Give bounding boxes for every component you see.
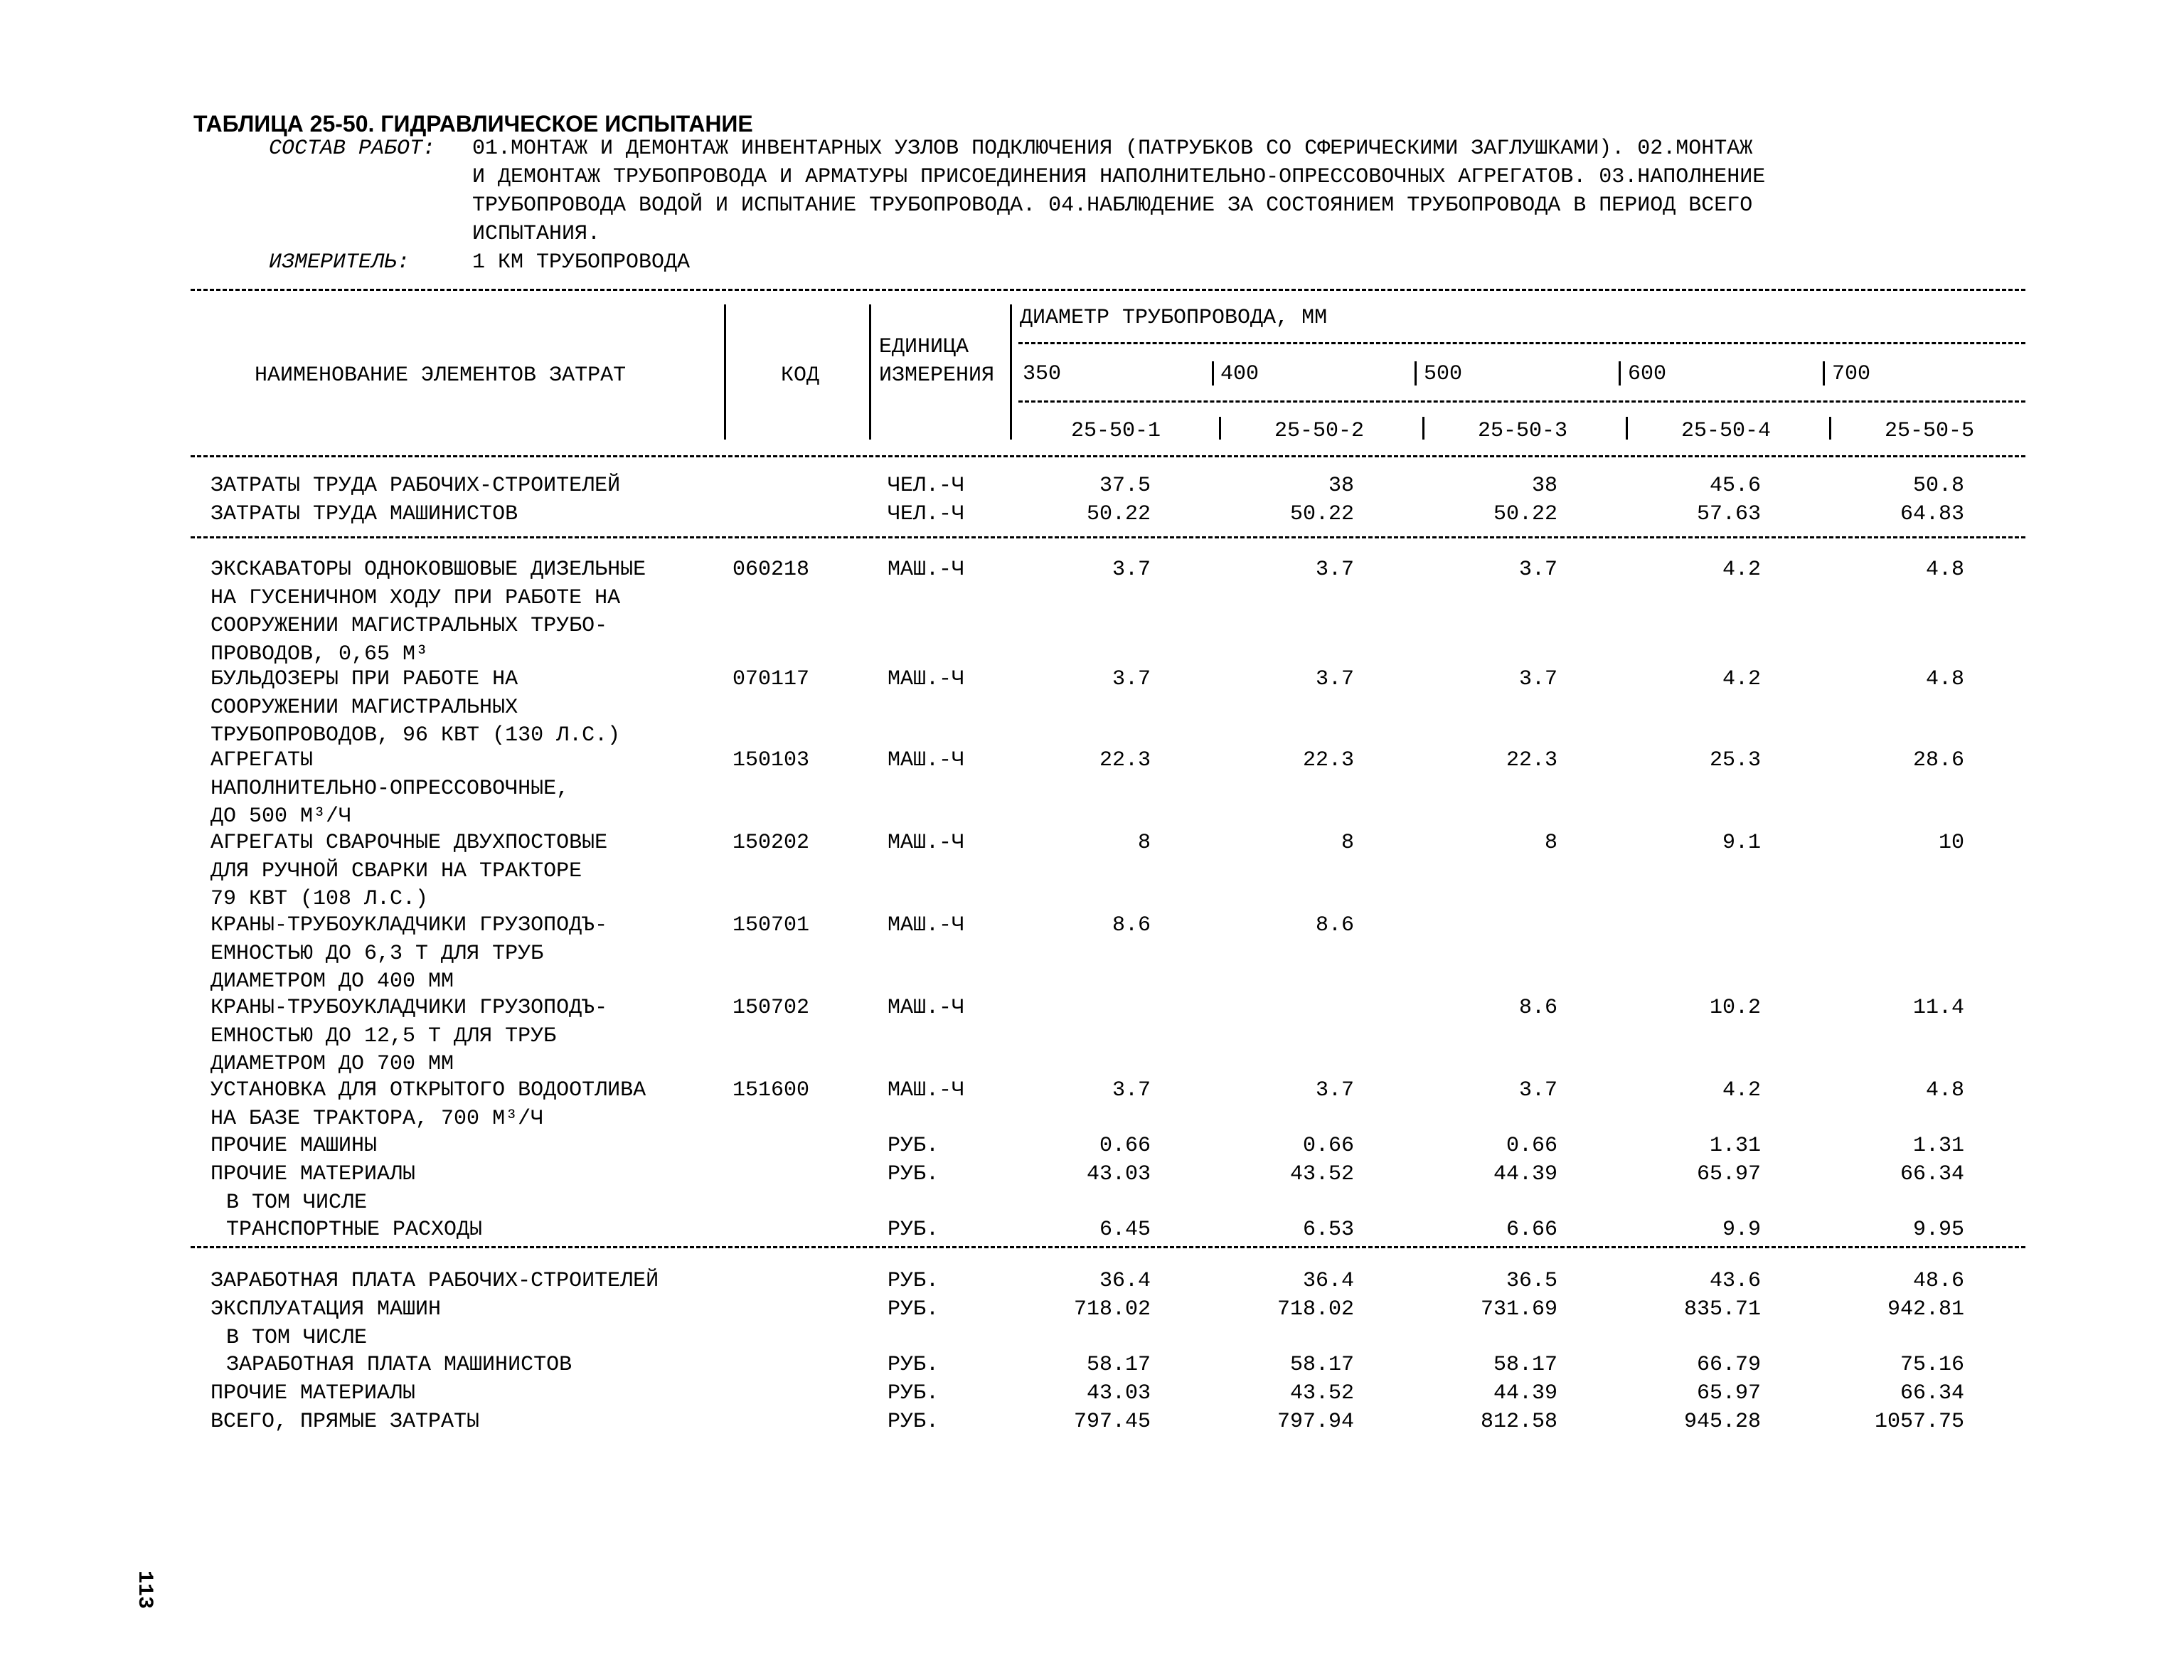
row-13-value-2: 36.4: [1302, 1269, 1354, 1293]
row-12-value-3: 6.66: [1506, 1218, 1557, 1242]
col-name-header: НАИМЕНОВАНИЕ ЭЛЕМЕНТОВ ЗАТРАТ: [255, 363, 627, 388]
table-title: ТАБЛИЦА 25-50. ГИДРАВЛИЧЕСКОЕ ИСПЫТАНИЕ: [193, 111, 753, 137]
row-7-value-2: 8.6: [1315, 913, 1354, 937]
row-15-value-1: 58.17: [1086, 1353, 1151, 1377]
row-4-name-line-3: ТРУБОПРОВОДОВ, 96 КВТ (130 Л.С.): [211, 723, 621, 748]
row-15-name-line-1: ЗАРАБОТНАЯ ПЛАТА МАШИНИСТОВ: [226, 1353, 572, 1377]
row-10-value-2: 0.66: [1302, 1134, 1354, 1158]
row-12-unit: РУБ.: [888, 1218, 939, 1242]
row-13-value-4: 43.6: [1709, 1269, 1761, 1293]
diameter-500: 500: [1424, 362, 1463, 386]
row-1-value-2: 38: [1328, 474, 1354, 498]
row-12-value-2: 6.53: [1302, 1218, 1354, 1242]
row-6-code: 150202: [733, 831, 810, 855]
row-6-name-line-2: ДЛЯ РУЧНОЙ СВАРКИ НА ТРАКТОРЕ: [211, 858, 582, 883]
row-2-value-2: 50.22: [1289, 502, 1354, 526]
row-17-value-4: 945.28: [1683, 1410, 1761, 1434]
row-3-name-line-3: СООРУЖЕНИИ МАГИСТРАЛЬНЫХ ТРУБО-: [211, 614, 608, 638]
row-14-unit: РУБ.: [888, 1297, 939, 1322]
row-17-value-2: 797.94: [1277, 1410, 1354, 1434]
row-16-name-line-1: ПРОЧИЕ МАТЕРИАЛЫ: [211, 1381, 416, 1405]
row-16-value-4: 65.97: [1696, 1381, 1761, 1405]
row-17-value-1: 797.45: [1073, 1410, 1151, 1434]
code-25-50-2: 25-50-2: [1274, 419, 1365, 443]
row-17-unit: РУБ.: [888, 1410, 939, 1434]
row-12-value-4: 9.9: [1722, 1218, 1761, 1242]
row-2-name-line-1: ЗАТРАТЫ ТРУДА МАШИНИСТОВ: [211, 502, 518, 526]
d-sep-3: [1619, 361, 1621, 386]
row-3-value-1: 3.7: [1112, 558, 1151, 582]
sostav-line-3: ТРУБОПРОВОДА ВОДОЙ И ИСПЫТАНИЕ ТРУБОПРОВОДА. 04.НАБЛЮДЕНИЕ ЗА СОСТОЯНИЕМ ТРУБОПРОВОДА В ПЕРИОД ВСЕГО: [472, 193, 1753, 218]
rule-head-bottom: [191, 455, 2025, 457]
row-3-value-5: 4.8: [1925, 558, 1964, 582]
row-5-value-1: 22.3: [1099, 748, 1151, 772]
row-11-value-2: 43.52: [1289, 1162, 1354, 1186]
row-12-value-1: 6.45: [1099, 1218, 1151, 1242]
izmer-label: ИЗМЕРИТЕЛЬ:: [269, 250, 410, 275]
row-2-value-4: 57.63: [1696, 502, 1761, 526]
row-5-name-line-3: ДО 500 М³/Ч: [211, 804, 352, 829]
row-9-value-4: 4.2: [1722, 1078, 1761, 1102]
row-17-name-line-1: ВСЕГО, ПРЯМЫЕ ЗАТРАТЫ: [211, 1410, 480, 1434]
row-7-unit: МАШ.-Ч: [888, 913, 965, 937]
row-1-value-1: 37.5: [1099, 474, 1151, 498]
row-10-value-3: 0.66: [1506, 1134, 1557, 1158]
row-11-unit: РУБ.: [888, 1162, 939, 1186]
row-14-value-2: 718.02: [1277, 1297, 1354, 1322]
diameter-350: 350: [1023, 362, 1062, 386]
col-sep-2: [869, 304, 871, 440]
row-8-unit: МАШ.-Ч: [888, 996, 965, 1020]
c-sep-2: [1422, 417, 1424, 440]
row-15-value-4: 66.79: [1696, 1353, 1761, 1377]
row-3-code: 060218: [733, 558, 810, 582]
row-6-value-4: 9.1: [1722, 831, 1761, 855]
c-sep-1: [1219, 417, 1221, 440]
row-14-name-line-2: В ТОМ ЧИСЛЕ: [226, 1325, 368, 1350]
row-11-name-line-2: В ТОМ ЧИСЛЕ: [226, 1190, 368, 1215]
row-1-unit: ЧЕЛ.-Ч: [888, 474, 965, 498]
row-8-name-line-2: ЕМНОСТЬЮ ДО 12,5 Т ДЛЯ ТРУБ: [211, 1024, 557, 1048]
row-5-value-5: 28.6: [1912, 748, 1964, 772]
row-3-value-3: 3.7: [1518, 558, 1557, 582]
row-7-name-line-2: ЕМНОСТЬЮ ДО 6,3 Т ДЛЯ ТРУБ: [211, 941, 544, 966]
row-11-value-1: 43.03: [1086, 1162, 1151, 1186]
row-8-code: 150702: [733, 996, 810, 1020]
page-number: 113: [132, 1570, 156, 1610]
row-8-name-line-3: ДИАМЕТРОМ ДО 700 ММ: [211, 1052, 454, 1076]
code-25-50-3: 25-50-3: [1478, 419, 1568, 443]
row-4-value-4: 4.2: [1722, 667, 1761, 691]
row-4-value-2: 3.7: [1315, 667, 1354, 691]
row-3-value-4: 4.2: [1722, 558, 1761, 582]
row-6-value-2: 8: [1341, 831, 1354, 855]
row-12-name-line-1: ТРАНСПОРТНЫЕ РАСХОДЫ: [226, 1218, 483, 1242]
row-6-value-3: 8: [1544, 831, 1557, 855]
c-sep-3: [1626, 417, 1628, 440]
row-16-unit: РУБ.: [888, 1381, 939, 1405]
row-9-value-1: 3.7: [1112, 1078, 1151, 1102]
sostav-line-1: 01.МОНТАЖ И ДЕМОНТАЖ ИНВЕНТАРНЫХ УЗЛОВ ПОДКЛЮЧЕНИЯ (ПАТРУБКОВ СО СФЕРИЧЕСКИМИ ЗАГЛУШКАМИ). 02.МОНТАЖ: [472, 137, 1753, 161]
row-17-value-5: 1057.75: [1874, 1410, 1964, 1434]
row-10-value-4: 1.31: [1709, 1134, 1761, 1158]
sostav-line-4: ИСПЫТАНИЯ.: [472, 222, 601, 246]
row-9-code: 151600: [733, 1078, 810, 1102]
c-sep-4: [1829, 417, 1831, 440]
rule-sec1: [191, 536, 2025, 538]
row-13-value-5: 48.6: [1912, 1269, 1964, 1293]
row-6-value-5: 10: [1938, 831, 1964, 855]
row-4-code: 070117: [733, 667, 810, 691]
diameter-400: 400: [1220, 362, 1259, 386]
row-14-value-4: 835.71: [1683, 1297, 1761, 1322]
row-9-value-5: 4.8: [1925, 1078, 1964, 1102]
row-7-code: 150701: [733, 913, 810, 937]
row-3-name-line-2: НА ГУСЕНИЧНОМ ХОДУ ПРИ РАБОТЕ НА: [211, 585, 621, 610]
row-17-value-3: 812.58: [1480, 1410, 1557, 1434]
sostav-label: СОСТАВ РАБОТ:: [269, 137, 436, 161]
row-5-code: 150103: [733, 748, 810, 772]
row-4-name-line-1: БУЛЬДОЗЕРЫ ПРИ РАБОТЕ НА: [211, 667, 518, 691]
col-diameter-header: ДИАМЕТР ТРУБОПРОВОДА, ММ: [1020, 306, 1328, 330]
row-9-name-line-2: НА БАЗЕ ТРАКТОРА, 700 М³/Ч: [211, 1106, 544, 1131]
row-2-value-3: 50.22: [1493, 502, 1557, 526]
row-13-unit: РУБ.: [888, 1269, 939, 1293]
row-15-value-5: 75.16: [1900, 1353, 1964, 1377]
code-25-50-1: 25-50-1: [1071, 419, 1161, 443]
d-sep-2: [1415, 361, 1417, 386]
row-9-unit: МАШ.-Ч: [888, 1078, 965, 1102]
row-16-value-3: 44.39: [1493, 1381, 1557, 1405]
row-5-value-3: 22.3: [1506, 748, 1557, 772]
row-4-value-1: 3.7: [1112, 667, 1151, 691]
row-15-value-2: 58.17: [1289, 1353, 1354, 1377]
row-7-value-1: 8.6: [1112, 913, 1151, 937]
row-12-value-5: 9.95: [1912, 1218, 1964, 1242]
d-sep-4: [1823, 361, 1825, 386]
row-10-unit: РУБ.: [888, 1134, 939, 1158]
row-2-unit: ЧЕЛ.-Ч: [888, 502, 965, 526]
row-14-name-line-1: ЭКСПЛУАТАЦИЯ МАШИН: [211, 1297, 442, 1322]
row-5-name-line-2: НАПОЛНИТЕЛЬНО-ОПРЕССОВОЧНЫЕ,: [211, 776, 570, 801]
row-11-name-line-1: ПРОЧИЕ МАТЕРИАЛЫ: [211, 1162, 416, 1186]
row-9-value-2: 3.7: [1315, 1078, 1354, 1102]
row-7-name-line-3: ДИАМЕТРОМ ДО 400 ММ: [211, 969, 454, 994]
row-16-value-1: 43.03: [1086, 1381, 1151, 1405]
d-sep-1: [1212, 361, 1214, 386]
col-sep-3: [1010, 304, 1012, 440]
row-7-name-line-1: КРАНЫ-ТРУБОУКЛАДЧИКИ ГРУЗОПОДЪ-: [211, 913, 608, 937]
rule-codes: [1018, 400, 2025, 403]
rule-top: [191, 289, 2025, 291]
row-10-value-1: 0.66: [1099, 1134, 1151, 1158]
sostav-line-2: И ДЕМОНТАЖ ТРУБОПРОВОДА И АРМАТУРЫ ПРИСОЕДИНЕНИЯ НАПОЛНИТЕЛЬНО-ОПРЕССОВОЧНЫХ АГРЕГАТОВ. 03.НАПОЛНЕНИЕ: [472, 165, 1766, 189]
row-6-unit: МАШ.-Ч: [888, 831, 965, 855]
diameter-700: 700: [1832, 362, 1871, 386]
code-25-50-4: 25-50-4: [1681, 419, 1772, 443]
row-14-value-3: 731.69: [1480, 1297, 1557, 1322]
row-14-value-1: 718.02: [1073, 1297, 1151, 1322]
row-8-name-line-1: КРАНЫ-ТРУБОУКЛАДЧИКИ ГРУЗОПОДЪ-: [211, 996, 608, 1020]
row-5-name-line-1: АГРЕГАТЫ: [211, 748, 314, 772]
row-11-value-5: 66.34: [1900, 1162, 1964, 1186]
izmer-value: 1 КМ ТРУБОПРОВОДА: [472, 250, 691, 275]
row-2-value-5: 64.83: [1900, 502, 1964, 526]
row-8-value-4: 10.2: [1709, 996, 1761, 1020]
row-1-value-5: 50.8: [1912, 474, 1964, 498]
row-13-value-1: 36.4: [1099, 1269, 1151, 1293]
row-3-name-line-1: ЭКСКАВАТОРЫ ОДНОКОВШОВЫЕ ДИЗЕЛЬНЫЕ: [211, 558, 646, 582]
col-unit-header-1: ЕДИНИЦА: [879, 335, 969, 359]
code-25-50-5: 25-50-5: [1885, 419, 1975, 443]
row-11-value-3: 44.39: [1493, 1162, 1557, 1186]
row-4-name-line-2: СООРУЖЕНИИ МАГИСТРАЛЬНЫХ: [211, 695, 518, 720]
row-10-value-5: 1.31: [1912, 1134, 1964, 1158]
row-3-unit: МАШ.-Ч: [888, 558, 965, 582]
row-2-value-1: 50.22: [1086, 502, 1151, 526]
row-16-value-2: 43.52: [1289, 1381, 1354, 1405]
row-10-name-line-1: ПРОЧИЕ МАШИНЫ: [211, 1134, 378, 1158]
row-9-value-3: 3.7: [1518, 1078, 1557, 1102]
row-15-unit: РУБ.: [888, 1353, 939, 1377]
row-3-name-line-4: ПРОВОДОВ, 0,65 М³: [211, 642, 429, 666]
row-6-value-1: 8: [1137, 831, 1151, 855]
rule-diam: [1018, 342, 2025, 344]
row-4-value-3: 3.7: [1518, 667, 1557, 691]
row-9-name-line-1: УСТАНОВКА ДЛЯ ОТКРЫТОГО ВОДООТЛИВА: [211, 1078, 646, 1102]
col-code-header: КОД: [781, 363, 820, 388]
row-1-name-line-1: ЗАТРАТЫ ТРУДА РАБОЧИХ-СТРОИТЕЛЕЙ: [211, 474, 621, 498]
row-4-value-5: 4.8: [1925, 667, 1964, 691]
row-4-unit: МАШ.-Ч: [888, 667, 965, 691]
row-5-value-2: 22.3: [1302, 748, 1354, 772]
row-15-value-3: 58.17: [1493, 1353, 1557, 1377]
row-6-name-line-3: 79 КВТ (108 Л.С.): [211, 887, 429, 911]
diameter-600: 600: [1628, 362, 1667, 386]
row-1-value-3: 38: [1531, 474, 1557, 498]
rule-sec2: [191, 1246, 2025, 1248]
row-11-value-4: 65.97: [1696, 1162, 1761, 1186]
row-1-value-4: 45.6: [1709, 474, 1761, 498]
row-3-value-2: 3.7: [1315, 558, 1354, 582]
row-13-value-3: 36.5: [1506, 1269, 1557, 1293]
row-14-value-5: 942.81: [1887, 1297, 1964, 1322]
row-6-name-line-1: АГРЕГАТЫ СВАРОЧНЫЕ ДВУХПОСТОВЫЕ: [211, 831, 608, 855]
row-5-unit: МАШ.-Ч: [888, 748, 965, 772]
row-5-value-4: 25.3: [1709, 748, 1761, 772]
row-16-value-5: 66.34: [1900, 1381, 1964, 1405]
col-unit-header-2: ИЗМЕРЕНИЯ: [879, 363, 995, 388]
col-sep-1: [724, 304, 726, 440]
row-13-name-line-1: ЗАРАБОТНАЯ ПЛАТА РАБОЧИХ-СТРОИТЕЛЕЙ: [211, 1269, 659, 1293]
row-8-value-3: 8.6: [1518, 996, 1557, 1020]
row-8-value-5: 11.4: [1912, 996, 1964, 1020]
